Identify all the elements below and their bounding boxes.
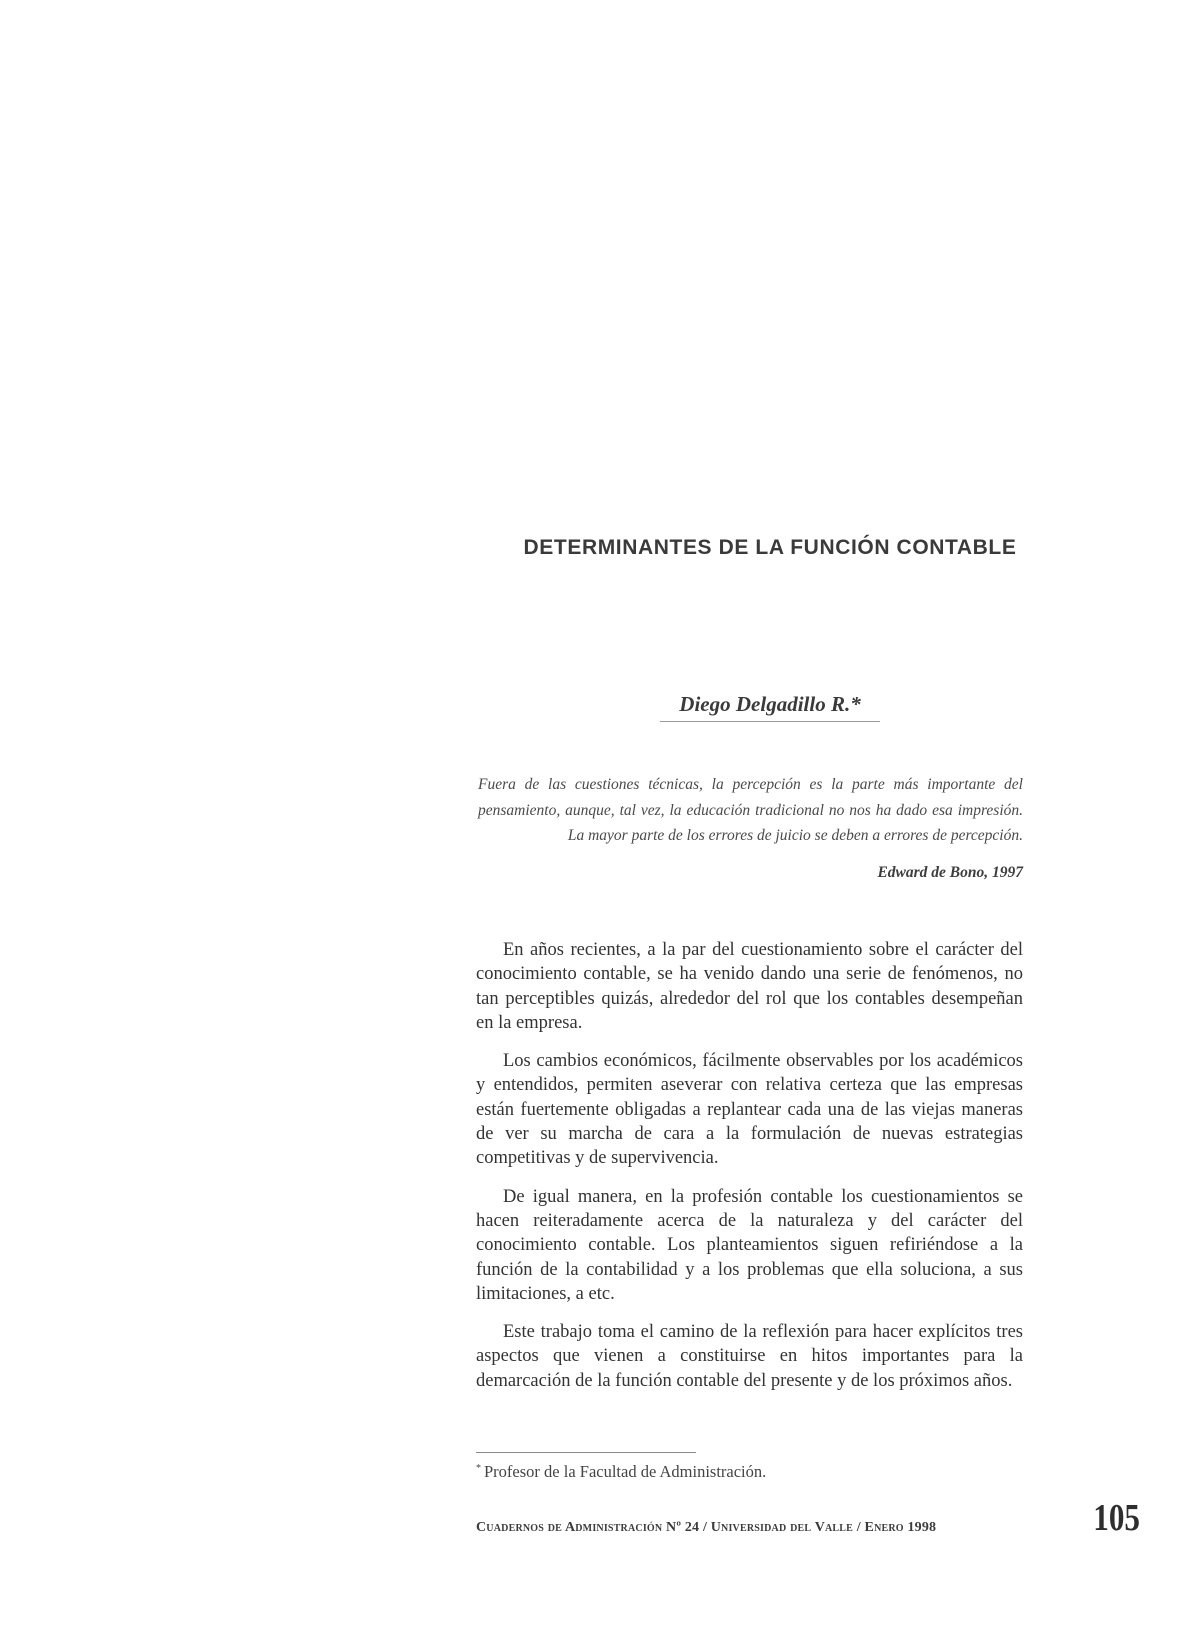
article-author: Diego Delgadillo R.* — [660, 692, 880, 722]
article-body — [476, 938, 1023, 1407]
epigraph-attribution: Edward de Bono, 1997 — [877, 864, 1023, 881]
body-paragraph: De igual manera, en la profesión contable los cuestionamientos se hacen reiteradamente acerca de la naturaleza y del carácter del conocimiento contable. Los planteamientos siguen refiriéndose a la función de la contabilidad y a los problemas que ella soluciona, a sus limitaciones, a etc. — [476, 1186, 1023, 1304]
footnote-text: Profesor de la Facultad de Administración. — [484, 1462, 767, 1481]
page-number: 105 — [1093, 1497, 1140, 1539]
epigraph-quote: Fuera de las cuestiones técnicas, la percepción es la parte más importante del pensamiento, aunque, tal vez, la educación tradicional no nos ha dado esa impresión. La mayor parte de los errores de juicio se deben a errores de percepción. — [478, 776, 1023, 844]
body-paragraph: Este trabajo toma el camino de la reflexión para hacer explícitos tres aspectos que vienen a constituirse en hitos importantes para la demarcación de la función contable del presente y de los próximos años. — [476, 1322, 1023, 1391]
footnote-divider — [476, 1452, 696, 1453]
running-footer: Cuadernos de Administración Nº 24 / Universidad del Valle / Enero 1998 — [476, 1520, 937, 1535]
footnote — [476, 1462, 1023, 1482]
article-title: DETERMINANTES DE LA FUNCIÓN CONTABLE — [523, 536, 1017, 559]
footnote-mark: * — [476, 1463, 481, 1474]
body-paragraph: Los cambios económicos, fácilmente observables por los académicos y entendidos, permiten aseverar con relativa certeza que las empresas están fuertemente obligadas a replantear cada una de las viejas maneras de ver su marcha de cara a la formulación de nuevas estrategias competitivas y de supervivencia. — [476, 1051, 1023, 1169]
body-paragraph: En años recientes, a la par del cuestionamiento sobre el carácter del conocimiento contable, se ha venido dando una serie de fenómenos, no tan perceptibles quizás, alrededor del rol que los contables desempeñan en la empresa. — [476, 940, 1023, 1033]
